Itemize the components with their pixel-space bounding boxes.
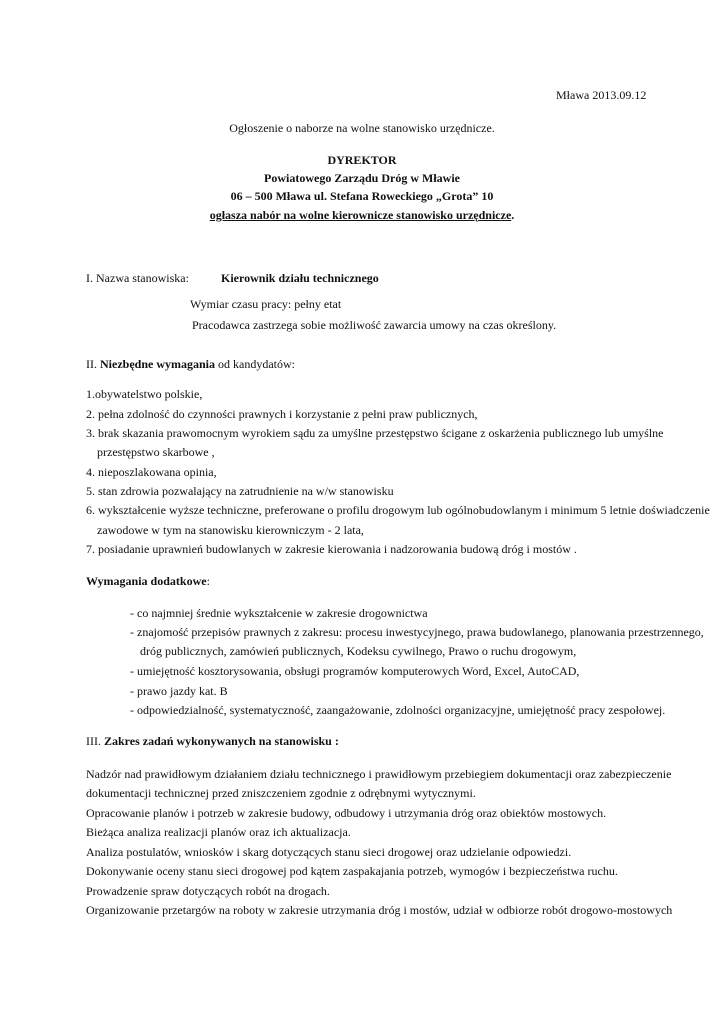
requirement-item: 3. brak skazania prawomocnym wyrokiem sądu za umyślne przestępstwo ścigane z oskarżenia publicznego lub umyślne [86, 426, 664, 440]
additional-item: - co najmniej średnie wykształcenie w zakresie drogownictwa [130, 606, 428, 620]
header-org: Powiatowego Zarządu Dróg w Mławie [264, 171, 460, 185]
task-item: Dokonywanie oceny stanu sieci drogowej pod kątem zaspakajania potrzeb, wymogów i bezpieczeństwa ruchu. [86, 864, 618, 878]
section2-heading [86, 357, 295, 371]
section2-bold: Niezbędne wymagania [100, 357, 215, 371]
task-item: Opracowanie planów i potrzeb w zakresie budowy, odbudowy i utrzymania dróg oraz obiektów mostowych. [86, 806, 607, 820]
section1-label: I. Nazwa stanowiska: [86, 271, 189, 285]
additional-heading [86, 574, 210, 588]
task-item: Bieżąca analiza realizacji planów oraz ich aktualizacja. [86, 825, 351, 839]
additional-item: - umiejętność kosztorysowania, obsługi programów komputerowych Word, Excel, AutoCAD, [130, 664, 580, 678]
requirement-item: 2. pełna zdolność do czynności prawnych i korzystanie z pełni praw publicznych, [86, 407, 478, 421]
section2-suffix: od kandydatów: [215, 357, 295, 371]
task-item: Organizowanie przetargów na roboty w zakresie utrzymania dróg i mostów, udział w odbiorze robót drogowo-mostowych [86, 903, 673, 917]
task-item: Analiza postulatów, wniosków i skarg dotyczących stanu sieci drogowej oraz udzielanie odpowiedzi. [86, 845, 572, 859]
header-notice-text: ogłasza nabór na wolne kierownicze stanowisko urzędnicze [209, 208, 512, 222]
requirement-item: 4. nieposzlakowana opinia, [86, 465, 217, 479]
section1-worktime: Wymiar czasu pracy: pełny etat [190, 297, 342, 311]
section3-bold: Zakres zadań wykonywanych na stanowisku : [104, 734, 339, 748]
additional-item: - prawo jazdy kat. B [130, 684, 228, 698]
task-item: Nadzór nad prawidłowym działaniem działu technicznego i prawidłowym przebiegiem dokumentacji oraz zabezpieczenie [86, 767, 672, 781]
requirement-item-continuation: zawodowe w tym na stanowisku kierowniczym - 2 lata, [97, 523, 364, 537]
header-notice [0, 208, 724, 222]
requirement-item: 7. posiadanie uprawnień budowlanych w zakresie kierowania i nadzorowania budową dróg i mostów . [86, 542, 577, 556]
additional-item: - odpowiedzialność, systematyczność, zaangażowanie, zdolności organizacyjne, umiejętność pracy zespołowej. [130, 703, 666, 717]
header-address: 06 – 500 Mława ul. Stefana Roweckiego „Grota” 10 [230, 189, 494, 203]
task-item: Prowadzenie spraw dotyczących robót na drogach. [86, 884, 330, 898]
section2-prefix: II. [86, 357, 100, 371]
requirement-item-continuation: przestępstwo skarbowe , [97, 445, 215, 459]
requirement-item: 6. wykształcenie wyższe techniczne, preferowane o profilu drogowym lub ogólnobudowlanym i minimum 5 letnie doświadczenie [86, 503, 710, 517]
header-title: DYREKTOR [327, 153, 397, 167]
requirement-item: 5. stan zdrowia pozwalający na zatrudnienie na w/w stanowisku [86, 484, 394, 498]
additional-heading-colon: : [206, 574, 210, 588]
requirement-item: 1.obywatelstwo polskie, [86, 387, 203, 401]
section3-heading [86, 734, 339, 748]
section3-prefix: III. [86, 734, 104, 748]
additional-item: - znajomość przepisów prawnych z zakresu: procesu inwestycyjnego, prawa budowlanego, planowania przestrzennego, [130, 625, 704, 639]
header-notice-end: . [511, 208, 515, 222]
announcement-title: Ogłoszenie o naborze na wolne stanowisko urzędnicze. [229, 121, 495, 135]
section1-contract: Pracodawca zastrzega sobie możliwość zawarcia umowy na czas określony. [192, 318, 557, 332]
section1-position: Kierownik działu technicznego [221, 271, 379, 285]
date-line: Mława 2013.09.12 [556, 88, 647, 102]
task-item-continuation: dokumentacji technicznej przed zniszczeniem zgodnie z odrębnymi wytycznymi. [86, 786, 476, 800]
additional-heading-text: Wymagania dodatkowe [86, 574, 207, 588]
additional-item-continuation: dróg publicznych, zamówień publicznych, Kodeksu cywilnego, Prawo o ruchu drogowym, [140, 644, 577, 658]
